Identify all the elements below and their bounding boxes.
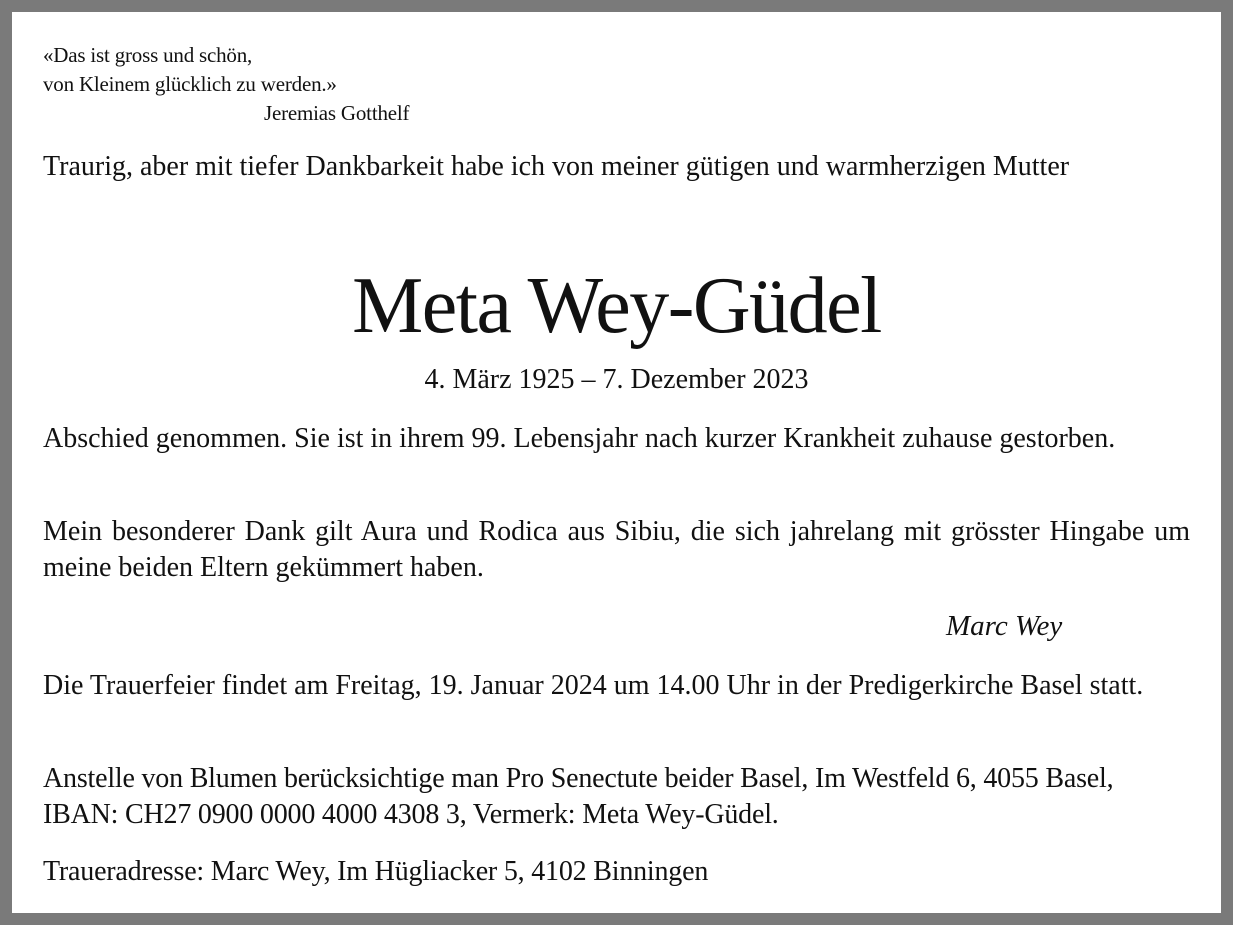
life-dates: 4. März 1925 – 7. Dezember 2023 [424, 364, 809, 395]
deceased-name: Meta Wey-Güdel [352, 262, 881, 350]
quote-line-2: von Kleinem glücklich zu werden.» [43, 72, 337, 96]
quote-author: Jeremias Gotthelf [264, 101, 410, 125]
intro-paragraph: Traurig, aber mit tiefer Dankbarkeit habe ich von meiner gütigen und warmherzigen Mutter [43, 151, 1070, 182]
thanks-paragraph: Mein besonderer Dank gilt Aura und Rodica aus Sibiu, die sich jahrelang mit grösster Hingabe um meine beiden Eltern gekümmert haben. [43, 516, 1190, 583]
mourning-address: Traueradresse: Marc Wey, Im Hügliacker 5, 4102 Binningen [43, 856, 709, 887]
donation-line-1: Anstelle von Blumen berücksichtige man Pro Senectute beider Basel, Im Westfeld 6, 4055 Basel, [43, 763, 1114, 794]
signature: Marc Wey [946, 610, 1063, 642]
donation-line-2: IBAN: CH27 0900 0000 4000 4308 3, Vermerk: Meta Wey-Güdel. [43, 799, 779, 830]
obituary-notice [12, 12, 1221, 913]
funeral-service-paragraph: Die Trauerfeier findet am Freitag, 19. Januar 2024 um 14.00 Uhr in der Predigerkirche Basel statt. [43, 670, 1144, 701]
farewell-paragraph: Abschied genommen. Sie ist in ihrem 99. Lebensjahr nach kurzer Krankheit zuhause gestorben. [43, 423, 1116, 454]
epigraph-quote [43, 41, 409, 128]
quote-line-1: «Das ist gross und schön, [43, 43, 253, 67]
donation-paragraph [43, 761, 1190, 833]
